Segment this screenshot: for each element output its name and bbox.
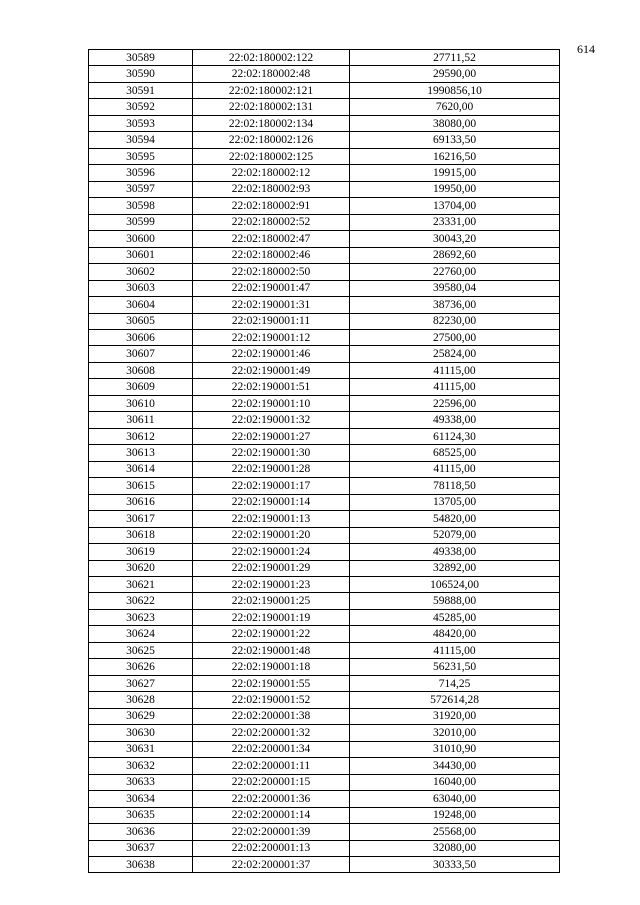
row-number-cell: 30627 bbox=[89, 675, 193, 691]
cadastral-value-cell: 32892,00 bbox=[350, 560, 560, 576]
cadastral-number-cell: 22:02:200001:38 bbox=[193, 708, 350, 724]
cadastral-number-cell: 22:02:180002:131 bbox=[193, 99, 350, 115]
row-number-cell: 30623 bbox=[89, 609, 193, 625]
cadastral-number-cell: 22:02:190001:55 bbox=[193, 675, 350, 691]
cadastral-number-cell: 22:02:190001:20 bbox=[193, 527, 350, 543]
cadastral-value-cell: 41115,00 bbox=[350, 461, 560, 477]
row-number-cell: 30631 bbox=[89, 741, 193, 757]
cadastral-number-cell: 22:02:190001:13 bbox=[193, 511, 350, 527]
cadastral-number-cell: 22:02:190001:10 bbox=[193, 395, 350, 411]
cadastral-value-cell: 61124,30 bbox=[350, 428, 560, 444]
table-row bbox=[89, 412, 560, 428]
cadastral-value-cell: 19248,00 bbox=[350, 807, 560, 823]
table-row bbox=[89, 692, 560, 708]
row-number-cell: 30632 bbox=[89, 758, 193, 774]
cadastral-number-cell: 22:02:190001:14 bbox=[193, 494, 350, 510]
cadastral-value-cell: 41115,00 bbox=[350, 379, 560, 395]
cadastral-value-cell: 45285,00 bbox=[350, 609, 560, 625]
table-row bbox=[89, 494, 560, 510]
row-number-cell: 30612 bbox=[89, 428, 193, 444]
table-row bbox=[89, 527, 560, 543]
cadastral-number-cell: 22:02:190001:12 bbox=[193, 329, 350, 345]
table-row bbox=[89, 148, 560, 164]
cadastral-value-cell: 16216,50 bbox=[350, 148, 560, 164]
table-row bbox=[89, 50, 560, 66]
row-number-cell: 30601 bbox=[89, 247, 193, 263]
cadastral-value-cell: 48420,00 bbox=[350, 626, 560, 642]
table-row bbox=[89, 609, 560, 625]
table-row bbox=[89, 280, 560, 296]
cadastral-number-cell: 22:02:200001:37 bbox=[193, 856, 350, 872]
row-number-cell: 30589 bbox=[89, 50, 193, 66]
cadastral-value-cell: 29590,00 bbox=[350, 66, 560, 82]
row-number-cell: 30608 bbox=[89, 362, 193, 378]
cadastral-number-cell: 22:02:190001:11 bbox=[193, 313, 350, 329]
cadastral-value-cell: 39580,04 bbox=[350, 280, 560, 296]
cadastral-value-cell: 49338,00 bbox=[350, 412, 560, 428]
cadastral-value-cell: 7620,00 bbox=[350, 99, 560, 115]
cadastral-number-cell: 22:02:190001:46 bbox=[193, 346, 350, 362]
cadastral-number-cell: 22:02:190001:29 bbox=[193, 560, 350, 576]
row-number-cell: 30606 bbox=[89, 329, 193, 345]
row-number-cell: 30624 bbox=[89, 626, 193, 642]
cadastral-value-cell: 16040,00 bbox=[350, 774, 560, 790]
table-row bbox=[89, 478, 560, 494]
row-number-cell: 30596 bbox=[89, 165, 193, 181]
cadastral-value-cell: 22760,00 bbox=[350, 264, 560, 280]
cadastral-value-cell: 19915,00 bbox=[350, 165, 560, 181]
cadastral-value-cell: 30043,20 bbox=[350, 231, 560, 247]
row-number-cell: 30607 bbox=[89, 346, 193, 362]
table-row bbox=[89, 346, 560, 362]
table-row bbox=[89, 247, 560, 263]
cadastral-value-cell: 572614,28 bbox=[350, 692, 560, 708]
row-number-cell: 30619 bbox=[89, 544, 193, 560]
table-row bbox=[89, 774, 560, 790]
cadastral-value-cell: 32010,00 bbox=[350, 725, 560, 741]
table-body bbox=[89, 50, 560, 873]
table-row bbox=[89, 132, 560, 148]
table-row bbox=[89, 214, 560, 230]
row-number-cell: 30611 bbox=[89, 412, 193, 428]
table-row bbox=[89, 329, 560, 345]
table-row bbox=[89, 297, 560, 313]
row-number-cell: 30630 bbox=[89, 725, 193, 741]
cadastral-value-cell: 78118,50 bbox=[350, 478, 560, 494]
cadastral-value-cell: 38080,00 bbox=[350, 115, 560, 131]
cadastral-value-cell: 82230,00 bbox=[350, 313, 560, 329]
cadastral-value-cell: 69133,50 bbox=[350, 132, 560, 148]
cadastral-value-cell: 23331,00 bbox=[350, 214, 560, 230]
cadastral-number-cell: 22:02:200001:14 bbox=[193, 807, 350, 823]
table-row bbox=[89, 840, 560, 856]
cadastral-number-cell: 22:02:200001:15 bbox=[193, 774, 350, 790]
cadastral-number-cell: 22:02:190001:25 bbox=[193, 593, 350, 609]
row-number-cell: 30594 bbox=[89, 132, 193, 148]
cadastral-value-cell: 13704,00 bbox=[350, 198, 560, 214]
row-number-cell: 30599 bbox=[89, 214, 193, 230]
table-row bbox=[89, 824, 560, 840]
cadastral-value-cell: 25568,00 bbox=[350, 824, 560, 840]
row-number-cell: 30602 bbox=[89, 264, 193, 280]
table-row bbox=[89, 577, 560, 593]
cadastral-number-cell: 22:02:180002:91 bbox=[193, 198, 350, 214]
cadastral-value-cell: 32080,00 bbox=[350, 840, 560, 856]
cadastral-number-cell: 22:02:190001:48 bbox=[193, 642, 350, 658]
cadastral-number-cell: 22:02:190001:52 bbox=[193, 692, 350, 708]
cadastral-value-cell: 714,25 bbox=[350, 675, 560, 691]
row-number-cell: 30616 bbox=[89, 494, 193, 510]
row-number-cell: 30598 bbox=[89, 198, 193, 214]
cadastral-value-cell: 34430,00 bbox=[350, 758, 560, 774]
table-row bbox=[89, 198, 560, 214]
row-number-cell: 30603 bbox=[89, 280, 193, 296]
cadastral-number-cell: 22:02:180002:126 bbox=[193, 132, 350, 148]
table-row bbox=[89, 362, 560, 378]
row-number-cell: 30600 bbox=[89, 231, 193, 247]
row-number-cell: 30591 bbox=[89, 82, 193, 98]
table-row bbox=[89, 99, 560, 115]
cadastral-number-cell: 22:02:190001:17 bbox=[193, 478, 350, 494]
table-row bbox=[89, 758, 560, 774]
cadastral-number-cell: 22:02:190001:51 bbox=[193, 379, 350, 395]
cadastral-value-cell: 52079,00 bbox=[350, 527, 560, 543]
row-number-cell: 30636 bbox=[89, 824, 193, 840]
row-number-cell: 30614 bbox=[89, 461, 193, 477]
table-row bbox=[89, 313, 560, 329]
cadastral-number-cell: 22:02:190001:31 bbox=[193, 297, 350, 313]
row-number-cell: 30610 bbox=[89, 395, 193, 411]
table-row bbox=[89, 807, 560, 823]
table-row bbox=[89, 593, 560, 609]
cadastral-number-cell: 22:02:200001:11 bbox=[193, 758, 350, 774]
cadastral-value-cell: 19950,00 bbox=[350, 181, 560, 197]
row-number-cell: 30604 bbox=[89, 297, 193, 313]
cadastral-number-cell: 22:02:180002:52 bbox=[193, 214, 350, 230]
table-row bbox=[89, 181, 560, 197]
cadastral-number-cell: 22:02:180002:134 bbox=[193, 115, 350, 131]
row-number-cell: 30593 bbox=[89, 115, 193, 131]
cadastral-value-cell: 41115,00 bbox=[350, 642, 560, 658]
row-number-cell: 30592 bbox=[89, 99, 193, 115]
table-row bbox=[89, 791, 560, 807]
cadastral-number-cell: 22:02:200001:36 bbox=[193, 791, 350, 807]
cadastral-value-cell: 1990856,10 bbox=[350, 82, 560, 98]
table-row bbox=[89, 264, 560, 280]
cadastral-number-cell: 22:02:180002:12 bbox=[193, 165, 350, 181]
table-row bbox=[89, 560, 560, 576]
cadastral-number-cell: 22:02:180002:93 bbox=[193, 181, 350, 197]
cadastral-number-cell: 22:02:180002:46 bbox=[193, 247, 350, 263]
row-number-cell: 30625 bbox=[89, 642, 193, 658]
cadastral-number-cell: 22:02:190001:27 bbox=[193, 428, 350, 444]
table-row bbox=[89, 511, 560, 527]
cadastral-value-cell: 106524,00 bbox=[350, 577, 560, 593]
cadastral-number-cell: 22:02:180002:48 bbox=[193, 66, 350, 82]
row-number-cell: 30620 bbox=[89, 560, 193, 576]
row-number-cell: 30595 bbox=[89, 148, 193, 164]
cadastral-value-cell: 41115,00 bbox=[350, 362, 560, 378]
row-number-cell: 30618 bbox=[89, 527, 193, 543]
cadastral-value-cell: 59888,00 bbox=[350, 593, 560, 609]
cadastral-value-cell: 68525,00 bbox=[350, 445, 560, 461]
row-number-cell: 30615 bbox=[89, 478, 193, 494]
cadastral-number-cell: 22:02:190001:49 bbox=[193, 362, 350, 378]
table-row bbox=[89, 82, 560, 98]
row-number-cell: 30609 bbox=[89, 379, 193, 395]
cadastral-number-cell: 22:02:180002:47 bbox=[193, 231, 350, 247]
cadastral-number-cell: 22:02:190001:24 bbox=[193, 544, 350, 560]
table-row bbox=[89, 379, 560, 395]
cadastral-number-cell: 22:02:190001:22 bbox=[193, 626, 350, 642]
cadastral-value-cell: 13705,00 bbox=[350, 494, 560, 510]
row-number-cell: 30628 bbox=[89, 692, 193, 708]
table-row bbox=[89, 856, 560, 872]
cadastral-number-cell: 22:02:190001:19 bbox=[193, 609, 350, 625]
table-row bbox=[89, 544, 560, 560]
row-number-cell: 30613 bbox=[89, 445, 193, 461]
row-number-cell: 30638 bbox=[89, 856, 193, 872]
cadastral-number-cell: 22:02:180002:122 bbox=[193, 50, 350, 66]
cadastral-value-cell: 38736,00 bbox=[350, 297, 560, 313]
table-row bbox=[89, 708, 560, 724]
table-row bbox=[89, 626, 560, 642]
cadastral-value-cell: 22596,00 bbox=[350, 395, 560, 411]
table-row bbox=[89, 642, 560, 658]
table-row bbox=[89, 445, 560, 461]
table-row bbox=[89, 741, 560, 757]
table-row bbox=[89, 659, 560, 675]
row-number-cell: 30617 bbox=[89, 511, 193, 527]
cadastral-number-cell: 22:02:190001:47 bbox=[193, 280, 350, 296]
cadastral-number-cell: 22:02:190001:18 bbox=[193, 659, 350, 675]
table-row bbox=[89, 675, 560, 691]
cadastral-value-cell: 54820,00 bbox=[350, 511, 560, 527]
cadastral-number-cell: 22:02:200001:34 bbox=[193, 741, 350, 757]
cadastral-value-cell: 56231,50 bbox=[350, 659, 560, 675]
page-number: 614 bbox=[577, 42, 595, 56]
row-number-cell: 30621 bbox=[89, 577, 193, 593]
row-number-cell: 30637 bbox=[89, 840, 193, 856]
row-number-cell: 30629 bbox=[89, 708, 193, 724]
table-row bbox=[89, 115, 560, 131]
cadastral-number-cell: 22:02:200001:39 bbox=[193, 824, 350, 840]
cadastral-number-cell: 22:02:200001:13 bbox=[193, 840, 350, 856]
row-number-cell: 30597 bbox=[89, 181, 193, 197]
cadastral-value-cell: 63040,00 bbox=[350, 791, 560, 807]
cadastral-number-cell: 22:02:180002:50 bbox=[193, 264, 350, 280]
cadastral-number-cell: 22:02:190001:28 bbox=[193, 461, 350, 477]
table-row bbox=[89, 428, 560, 444]
table-row bbox=[89, 725, 560, 741]
table-row bbox=[89, 165, 560, 181]
table-row bbox=[89, 395, 560, 411]
row-number-cell: 30634 bbox=[89, 791, 193, 807]
cadastral-value-cell: 30333,50 bbox=[350, 856, 560, 872]
cadastral-value-cell: 31010,90 bbox=[350, 741, 560, 757]
cadastral-number-cell: 22:02:190001:23 bbox=[193, 577, 350, 593]
cadastral-value-cell: 25824,00 bbox=[350, 346, 560, 362]
row-number-cell: 30635 bbox=[89, 807, 193, 823]
row-number-cell: 30626 bbox=[89, 659, 193, 675]
table-row bbox=[89, 461, 560, 477]
cadastral-number-cell: 22:02:200001:32 bbox=[193, 725, 350, 741]
table-row bbox=[89, 66, 560, 82]
row-number-cell: 30622 bbox=[89, 593, 193, 609]
cadastral-number-cell: 22:02:190001:32 bbox=[193, 412, 350, 428]
cadastral-number-cell: 22:02:190001:30 bbox=[193, 445, 350, 461]
cadastral-value-cell: 28692,60 bbox=[350, 247, 560, 263]
row-number-cell: 30633 bbox=[89, 774, 193, 790]
row-number-cell: 30590 bbox=[89, 66, 193, 82]
cadastral-value-cell: 27711,52 bbox=[350, 50, 560, 66]
cadastral-value-cell: 49338,00 bbox=[350, 544, 560, 560]
cadastral-value-cell: 27500,00 bbox=[350, 329, 560, 345]
cadastral-value-table bbox=[88, 49, 560, 873]
table-row bbox=[89, 231, 560, 247]
row-number-cell: 30605 bbox=[89, 313, 193, 329]
cadastral-number-cell: 22:02:180002:125 bbox=[193, 148, 350, 164]
cadastral-value-cell: 31920,00 bbox=[350, 708, 560, 724]
cadastral-number-cell: 22:02:180002:121 bbox=[193, 82, 350, 98]
